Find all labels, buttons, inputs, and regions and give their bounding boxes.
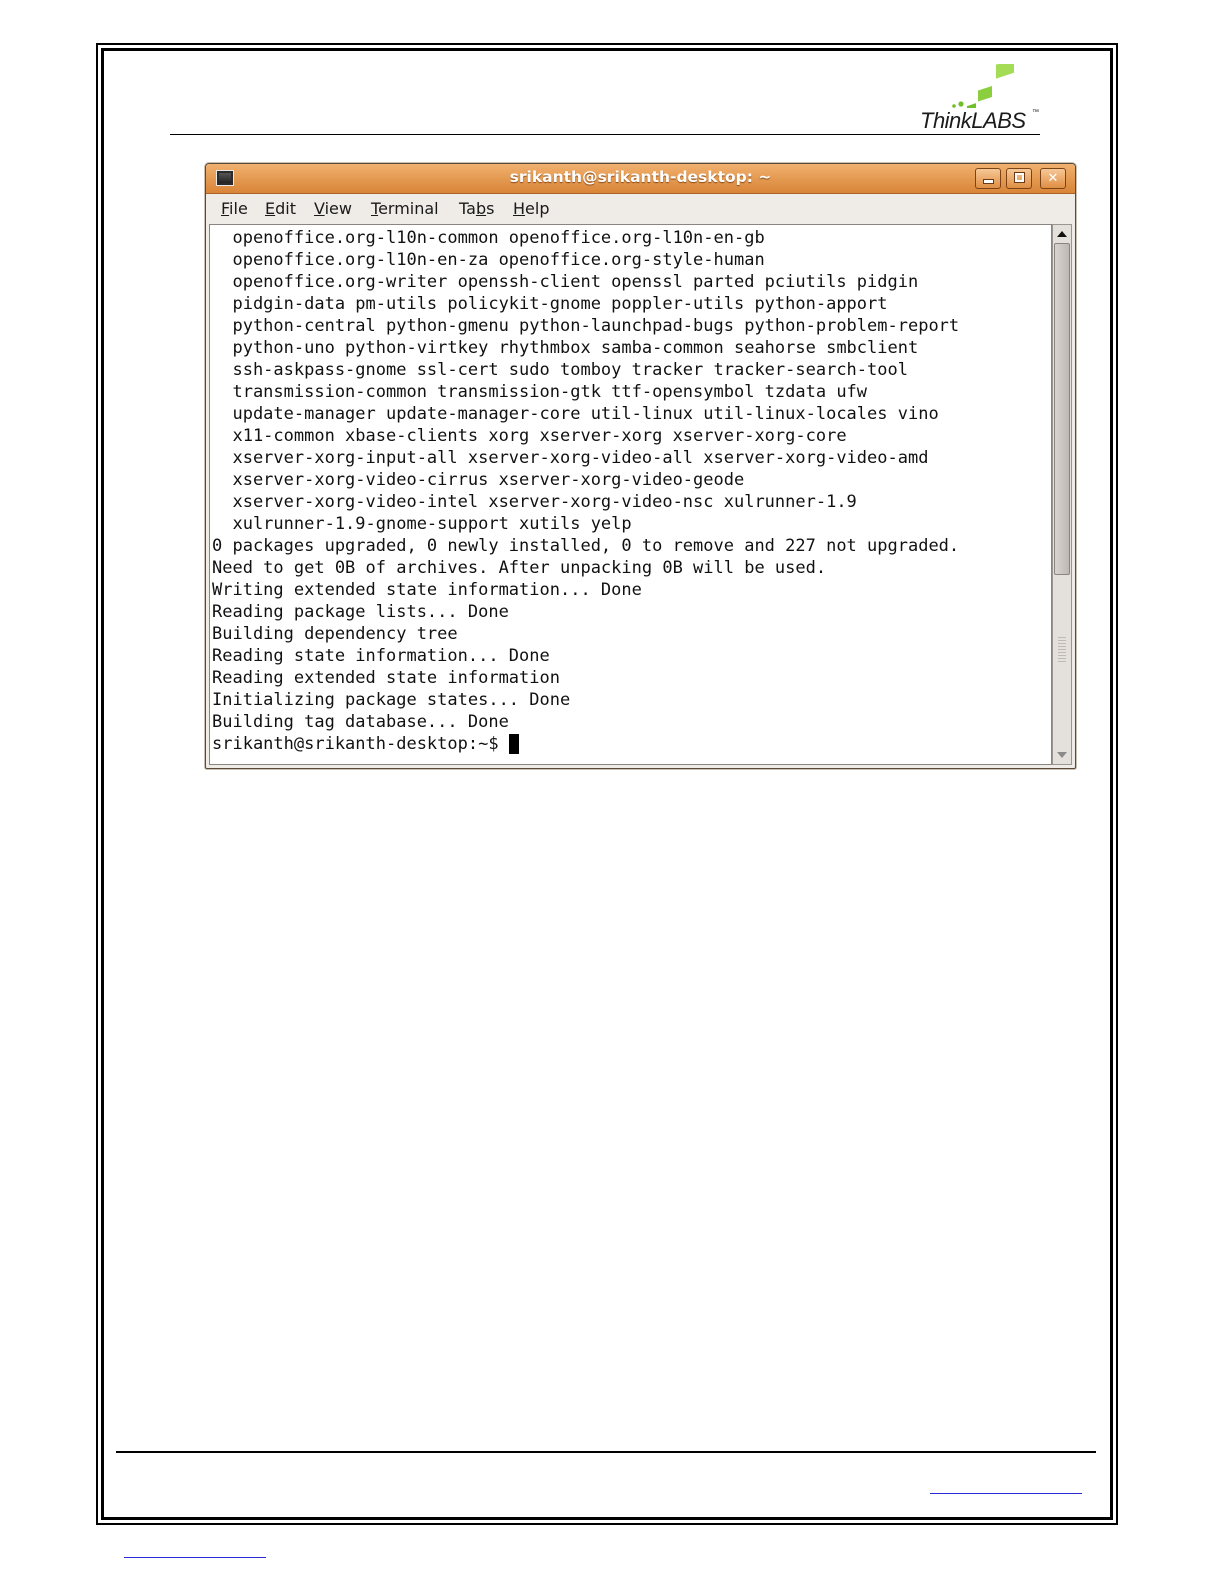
- menu-tabs-prefix: Ta: [459, 199, 476, 218]
- scrollbar-thumb[interactable]: [1054, 243, 1070, 575]
- maximize-icon: [1015, 173, 1024, 182]
- terminal-line: Reading package lists... Done: [212, 602, 509, 622]
- menu-help-mnemonic: H: [513, 199, 526, 218]
- menu-terminal[interactable]: [371, 199, 439, 218]
- terminal-line: Writing extended state information... Done: [212, 580, 642, 600]
- terminal-line: Reading extended state information: [212, 668, 560, 688]
- terminal-line: Building dependency tree: [212, 624, 458, 644]
- terminal-line: openoffice.org-l10n-en-za openoffice.org-style-human: [212, 250, 765, 270]
- menu-file-label: ile: [229, 199, 248, 218]
- menu-edit-label: dit: [275, 199, 296, 218]
- menu-edit-mnemonic: E: [265, 199, 276, 218]
- footer-divider: [116, 1451, 1096, 1453]
- logo-text: ThinkLABS: [920, 108, 1026, 133]
- thinklabs-logo: [918, 64, 1044, 138]
- terminal-window: [205, 163, 1076, 769]
- terminal-line: pidgin-data pm-utils policykit-gnome poppler-utils python-apport: [212, 294, 888, 314]
- terminal-line: Reading state information... Done: [212, 646, 550, 666]
- menu-view-label: iew: [324, 199, 352, 218]
- footer-link-underline[interactable]: [930, 1493, 1082, 1494]
- terminal-line: x11-common xbase-clients xorg xserver-xorg xserver-xorg-core: [212, 426, 847, 446]
- menu-help-label: elp: [525, 199, 550, 218]
- close-button[interactable]: [1040, 168, 1066, 189]
- terminal-line: xserver-xorg-video-intel xserver-xorg-video-nsc xulrunner-1.9: [212, 492, 857, 512]
- window-title: srikanth@srikanth-desktop: ~: [509, 168, 772, 186]
- terminal-line: xulrunner-1.9-gnome-support xutils yelp: [212, 514, 632, 534]
- header-divider: [170, 134, 1040, 135]
- terminal-line: Initializing package states... Done: [212, 690, 571, 710]
- text-cursor: [509, 734, 519, 754]
- menu-view-mnemonic: V: [314, 199, 325, 218]
- page-bottom-link-underline[interactable]: [124, 1557, 266, 1558]
- menu-help[interactable]: [513, 199, 549, 218]
- minimize-button[interactable]: [975, 168, 1001, 189]
- title-bar[interactable]: [206, 164, 1075, 194]
- menu-terminal-label: erminal: [378, 199, 439, 218]
- terminal-line: python-central python-gmenu python-launchpad-bugs python-problem-report: [212, 316, 960, 336]
- scroll-up-arrow-icon[interactable]: [1053, 225, 1071, 243]
- menu-tabs-label: s: [486, 199, 495, 218]
- terminal-output[interactable]: [209, 224, 1052, 765]
- terminal-line: ssh-askpass-gnome ssl-cert sudo tomboy tracker tracker-search-tool: [212, 360, 908, 380]
- terminal-line: python-uno python-virtkey rhythmbox samba-common seahorse smbclient: [212, 338, 919, 358]
- menu-tabs[interactable]: [459, 199, 494, 218]
- close-icon: ✕: [1047, 171, 1059, 186]
- scroll-down-arrow-icon[interactable]: [1053, 746, 1071, 764]
- menu-bar: [206, 194, 1075, 224]
- menu-file[interactable]: [221, 199, 248, 218]
- menu-edit[interactable]: [265, 199, 296, 218]
- terminal-line: transmission-common transmission-gtk ttf-opensymbol tzdata ufw: [212, 382, 868, 402]
- terminal-line: openoffice.org-writer openssh-client openssl parted pciutils pidgin: [212, 272, 919, 292]
- vertical-scrollbar[interactable]: [1052, 224, 1072, 765]
- logo-trademark: ™: [1032, 109, 1039, 116]
- terminal-line: update-manager update-manager-core util-linux util-linux-locales vino: [212, 404, 939, 424]
- shell-prompt: srikanth@srikanth-desktop:~$: [212, 734, 509, 754]
- terminal-line: xserver-xorg-input-all xserver-xorg-video-all xserver-xorg-video-amd: [212, 448, 929, 468]
- terminal-line: openoffice.org-l10n-common openoffice.org-l10n-en-gb: [212, 228, 765, 248]
- menu-terminal-mnemonic: T: [371, 199, 379, 218]
- menu-file-mnemonic: F: [221, 199, 230, 218]
- maximize-button[interactable]: [1006, 168, 1032, 189]
- terminal-line: 0 packages upgraded, 0 newly installed, 0 to remove and 227 not upgraded.: [212, 536, 960, 556]
- terminal-prompt-line[interactable]: [212, 733, 519, 755]
- menu-tabs-mnemonic: b: [475, 199, 487, 218]
- minimize-icon: [983, 179, 994, 184]
- terminal-line: Building tag database... Done: [212, 712, 509, 732]
- logo-mark-icon: [918, 64, 1044, 108]
- terminal-line: xserver-xorg-video-cirrus xserver-xorg-video-geode: [212, 470, 745, 490]
- scrollbar-grip: [1058, 637, 1066, 663]
- menu-view[interactable]: [314, 199, 352, 218]
- terminal-line: Need to get 0B of archives. After unpacking 0B will be used.: [212, 558, 827, 578]
